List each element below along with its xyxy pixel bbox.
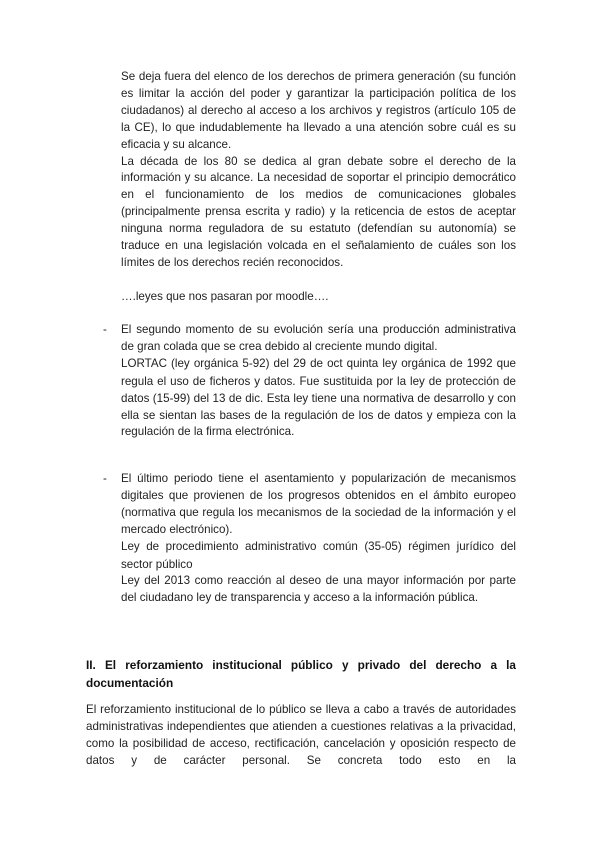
bullet-1-detail: LORTAC (ley orgánica 5-92) del 29 de oct quinta ley orgánica de 1992 que regula el uso de ficheros y datos. Fue sustituida por la ley de protección de datos (15-99) del 13 de dic. Esta ley tiene una normativa de desarrollo y con ella se sientan las bases de la regulación de los de datos y empieza con la regulación de la firma electrónica. — [121, 356, 517, 439]
section-body-text: El reforzamiento institucional de lo público se lleva a cabo a través de autoridades administrativas independientes que atienden a cuestiones relativas a la privacidad, como la posibilidad de acceso, rectificación, cancelación y oposición respecto de datos y de carácter personal. Se concreta todo esto en la — [86, 703, 516, 767]
bullet-item-1 — [121, 322, 516, 441]
moodle-note — [121, 289, 516, 306]
intro-section — [121, 69, 516, 272]
bullet-2-law-1: Ley de procedimiento administrativo común (35-05) régimen jurídico del sector público — [121, 539, 516, 571]
bullet-2-text: El último periodo tiene el asentamiento y popularización de mecanismos digitales que provienen de los progresos obtenidos en el ámbito europeo (normativa que regula los mecanismos de la sociedad de la información y el mercado electrónico). — [121, 472, 516, 536]
bullet-marker-1: - — [103, 323, 107, 336]
intro-paragraph-1: Se deja fuera del elenco de los derechos de primera generación (su función es limitar la acción del poder y garantizar la participación política de los ciudadanos) al derecho al acceso a los archivos y registros (artículo 105 de la CE), lo que indudablemente ha llevado a una atención sobre cuál es su eficacia y su alcance. — [121, 70, 516, 151]
moodle-note-text: ….leyes que nos pasaran por moodle…. — [121, 290, 329, 303]
bullet-1-text: El segundo momento de su evolución sería una producción administrativa de gran colada que se crea debido al creciente mundo digital. — [121, 323, 516, 353]
intro-paragraph-2: La década de los 80 se dedica al gran debate sobre el derecho de la información y su alcance. La necesidad de soportar el principio democrático en el funcionamiento de los medios de comunicaciones globales (principalmente prensa escrita y radio) y la reticencia de estos de aceptar ninguna norma reguladora de su estatuto (defendían su autonomía) se traduce en una legislación volcada en el señalamiento de cuáles son los límites de los derechos recién reconocidos. — [121, 154, 516, 269]
bullet-item-2 — [121, 471, 516, 608]
section-body — [86, 702, 516, 770]
section-heading: II. El reforzamiento institucional público y privado del derecho a la documentación — [86, 658, 516, 690]
bullet-marker-2: - — [103, 472, 107, 485]
bullet-2-law-2: Ley del 2013 como reacción al deseo de una mayor información por parte del ciudadano ley de transparencia y acceso a la información pública. — [121, 574, 516, 605]
